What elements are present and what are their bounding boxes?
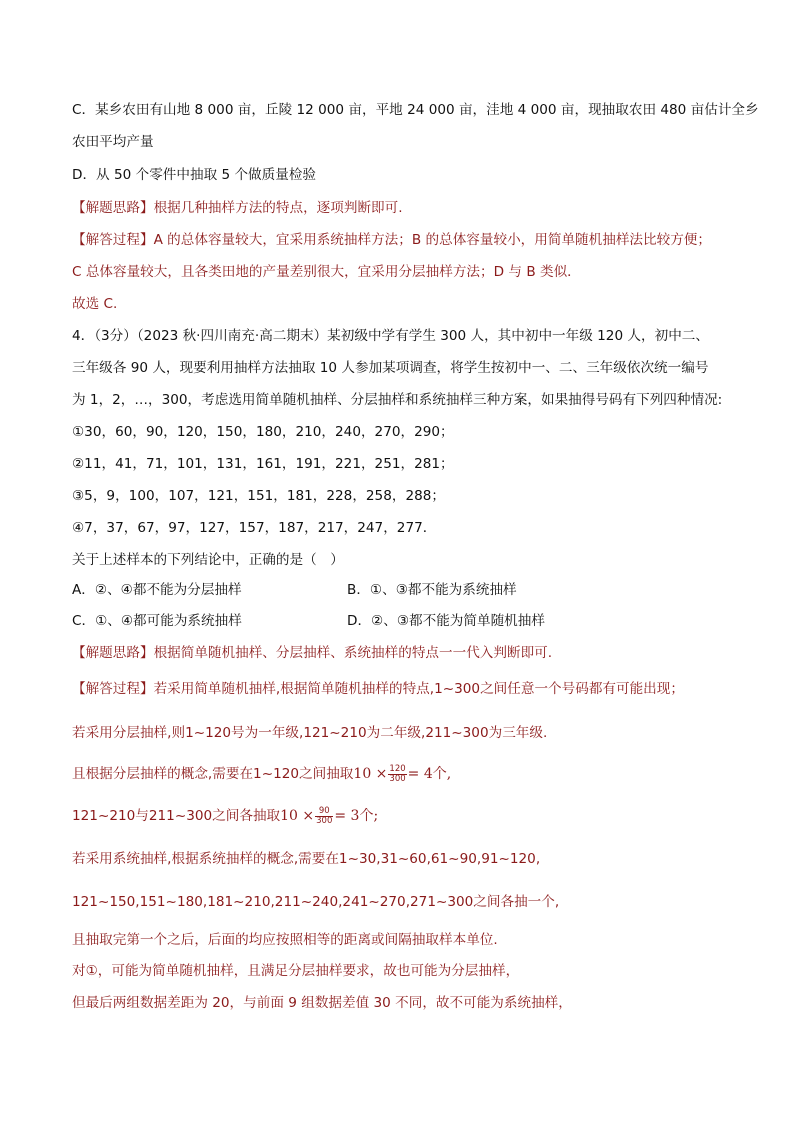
q4-case-3: ③5，9，100，107，121，151，181，228，258，288； xyxy=(72,488,445,504)
q4-process-4-expr: 10 × xyxy=(280,808,315,824)
q4-option-d: D．②、③都不能为简单随机抽样 xyxy=(347,613,545,629)
q4-process-line-7: 且抽取完第一个之后，后面的均应按照相等的距离或间隔抽取样本单位. xyxy=(72,932,498,948)
q4-process-3-text: 且根据分层抽样的概念,需要在1~120之间抽取 xyxy=(72,766,354,782)
q4-fraction-120-300 xyxy=(388,765,406,784)
q3-answer: 故选 C. xyxy=(72,296,118,312)
q4-process-line-9: 但最后两组数据差距为 20，与前面 9 组数据差值 30 不同，故不可能为系统抽样， xyxy=(72,995,572,1011)
q4-case-2: ②11，41，71，101，131，161，191，221，251，281； xyxy=(72,456,454,472)
q3-process-line-2: C 总体容量较大，且各类田地的产量差别很大，宜采用分层抽样方法；D 与 B 类似． xyxy=(72,264,581,280)
q4-stem-line-2: 三年级各 90 人，现要利用抽样方法抽取 10 人参加某项调查，将学生按初中一、二、三年级依次统一编号 xyxy=(72,360,709,376)
q4-process-line-3 xyxy=(72,764,451,784)
option-d-line: D．从 50 个零件中抽取 5 个做质量检验 xyxy=(72,167,317,183)
q3-hint-tag: 【解题思路】 xyxy=(72,200,154,216)
q4-case-4: ④7，37，67，97，127，157，187，217，247，277． xyxy=(72,520,437,536)
fraction-numerator: 90 xyxy=(315,807,333,817)
q4-option-b: B．①、③都不能为系统抽样 xyxy=(347,582,517,598)
q4-process-3-result: = 4个, xyxy=(407,766,452,782)
q4-process-tag: 【解答过程】 xyxy=(72,681,154,697)
q3-process-line-1 xyxy=(72,230,711,250)
q4-process-3-expr: 10 × xyxy=(353,766,388,782)
q4-stem-line-3: 为 1，2，…，300，考虑选用简单随机抽样、分层抽样和系统抽样三种方案，如果抽得号码有下列四种情况: xyxy=(72,392,723,408)
q4-process-text-1: 若采用简单随机抽样,根据简单随机抽样的特点,1~300之间任意一个号码都有可能出现； xyxy=(153,681,684,697)
q4-process-4-text: 121~210与211~300之间各抽取 xyxy=(72,808,281,824)
q4-process-4-result: = 3个; xyxy=(334,808,379,824)
q4-question: 关于上述样本的下列结论中，正确的是（ ） xyxy=(72,552,344,568)
q4-process-line-6: 121~150,151~180,181~210,211~240,241~270,271~300之间各抽一个, xyxy=(72,894,560,910)
q4-process-line-2: 若采用分层抽样,则1~120号为一年级,121~210为二年级,211~300为三年级. xyxy=(72,725,548,741)
q3-hint-text: 根据几种抽样方法的特点，逐项判断即可. xyxy=(153,200,403,216)
q4-option-a: A．②、④都不能为分层抽样 xyxy=(72,582,242,598)
q3-hint xyxy=(72,198,403,218)
fraction-numerator: 120 xyxy=(389,763,406,774)
option-c-line-2: 农田平均产量 xyxy=(72,134,154,150)
q4-process-line-8: 对①，可能为简单随机抽样，且满足分层抽样要求，故也可能为分层抽样， xyxy=(72,963,520,979)
q4-case-1: ①30，60，90，120，150，180，210，240，270，290； xyxy=(72,424,454,440)
option-c-line-1: C．某乡农田有山地 8 000 亩，丘陵 12 000 亩，平地 24 000 亩，洼地 4 000 亩，现抽取农田 480 亩估计全乡 xyxy=(72,102,759,118)
q4-option-c: C．①、④都可能为系统抽样 xyxy=(72,613,242,629)
q3-process-tag: 【解答过程】 xyxy=(72,232,154,248)
q4-hint-tag: 【解题思路】 xyxy=(72,645,154,661)
q4-process-line-1 xyxy=(72,679,684,699)
fraction-denominator: 300 xyxy=(389,773,406,784)
q4-stem-line-1: 4．（3分）（2023 秋·四川南充·高二期末）某初级中学有学生 300 人，其中初中一年级 120 人，初中二、 xyxy=(72,328,709,344)
q4-process-line-5: 若采用系统抽样,根据系统抽样的概念,需要在1~30,31~60,61~90,91~120, xyxy=(72,851,541,867)
q4-hint xyxy=(72,643,552,663)
fraction-denominator: 300 xyxy=(316,815,333,826)
q4-hint-text: 根据简单随机抽样、分层抽样、系统抽样的特点一一代入判断即可. xyxy=(153,645,553,661)
q4-process-line-4 xyxy=(72,806,378,826)
q3-process-text-1: A 的总体容量较大，宜采用系统抽样方法；B 的总体容量较小，用简单随机抽样法比较方便； xyxy=(153,232,711,248)
q4-fraction-90-300 xyxy=(315,807,333,826)
